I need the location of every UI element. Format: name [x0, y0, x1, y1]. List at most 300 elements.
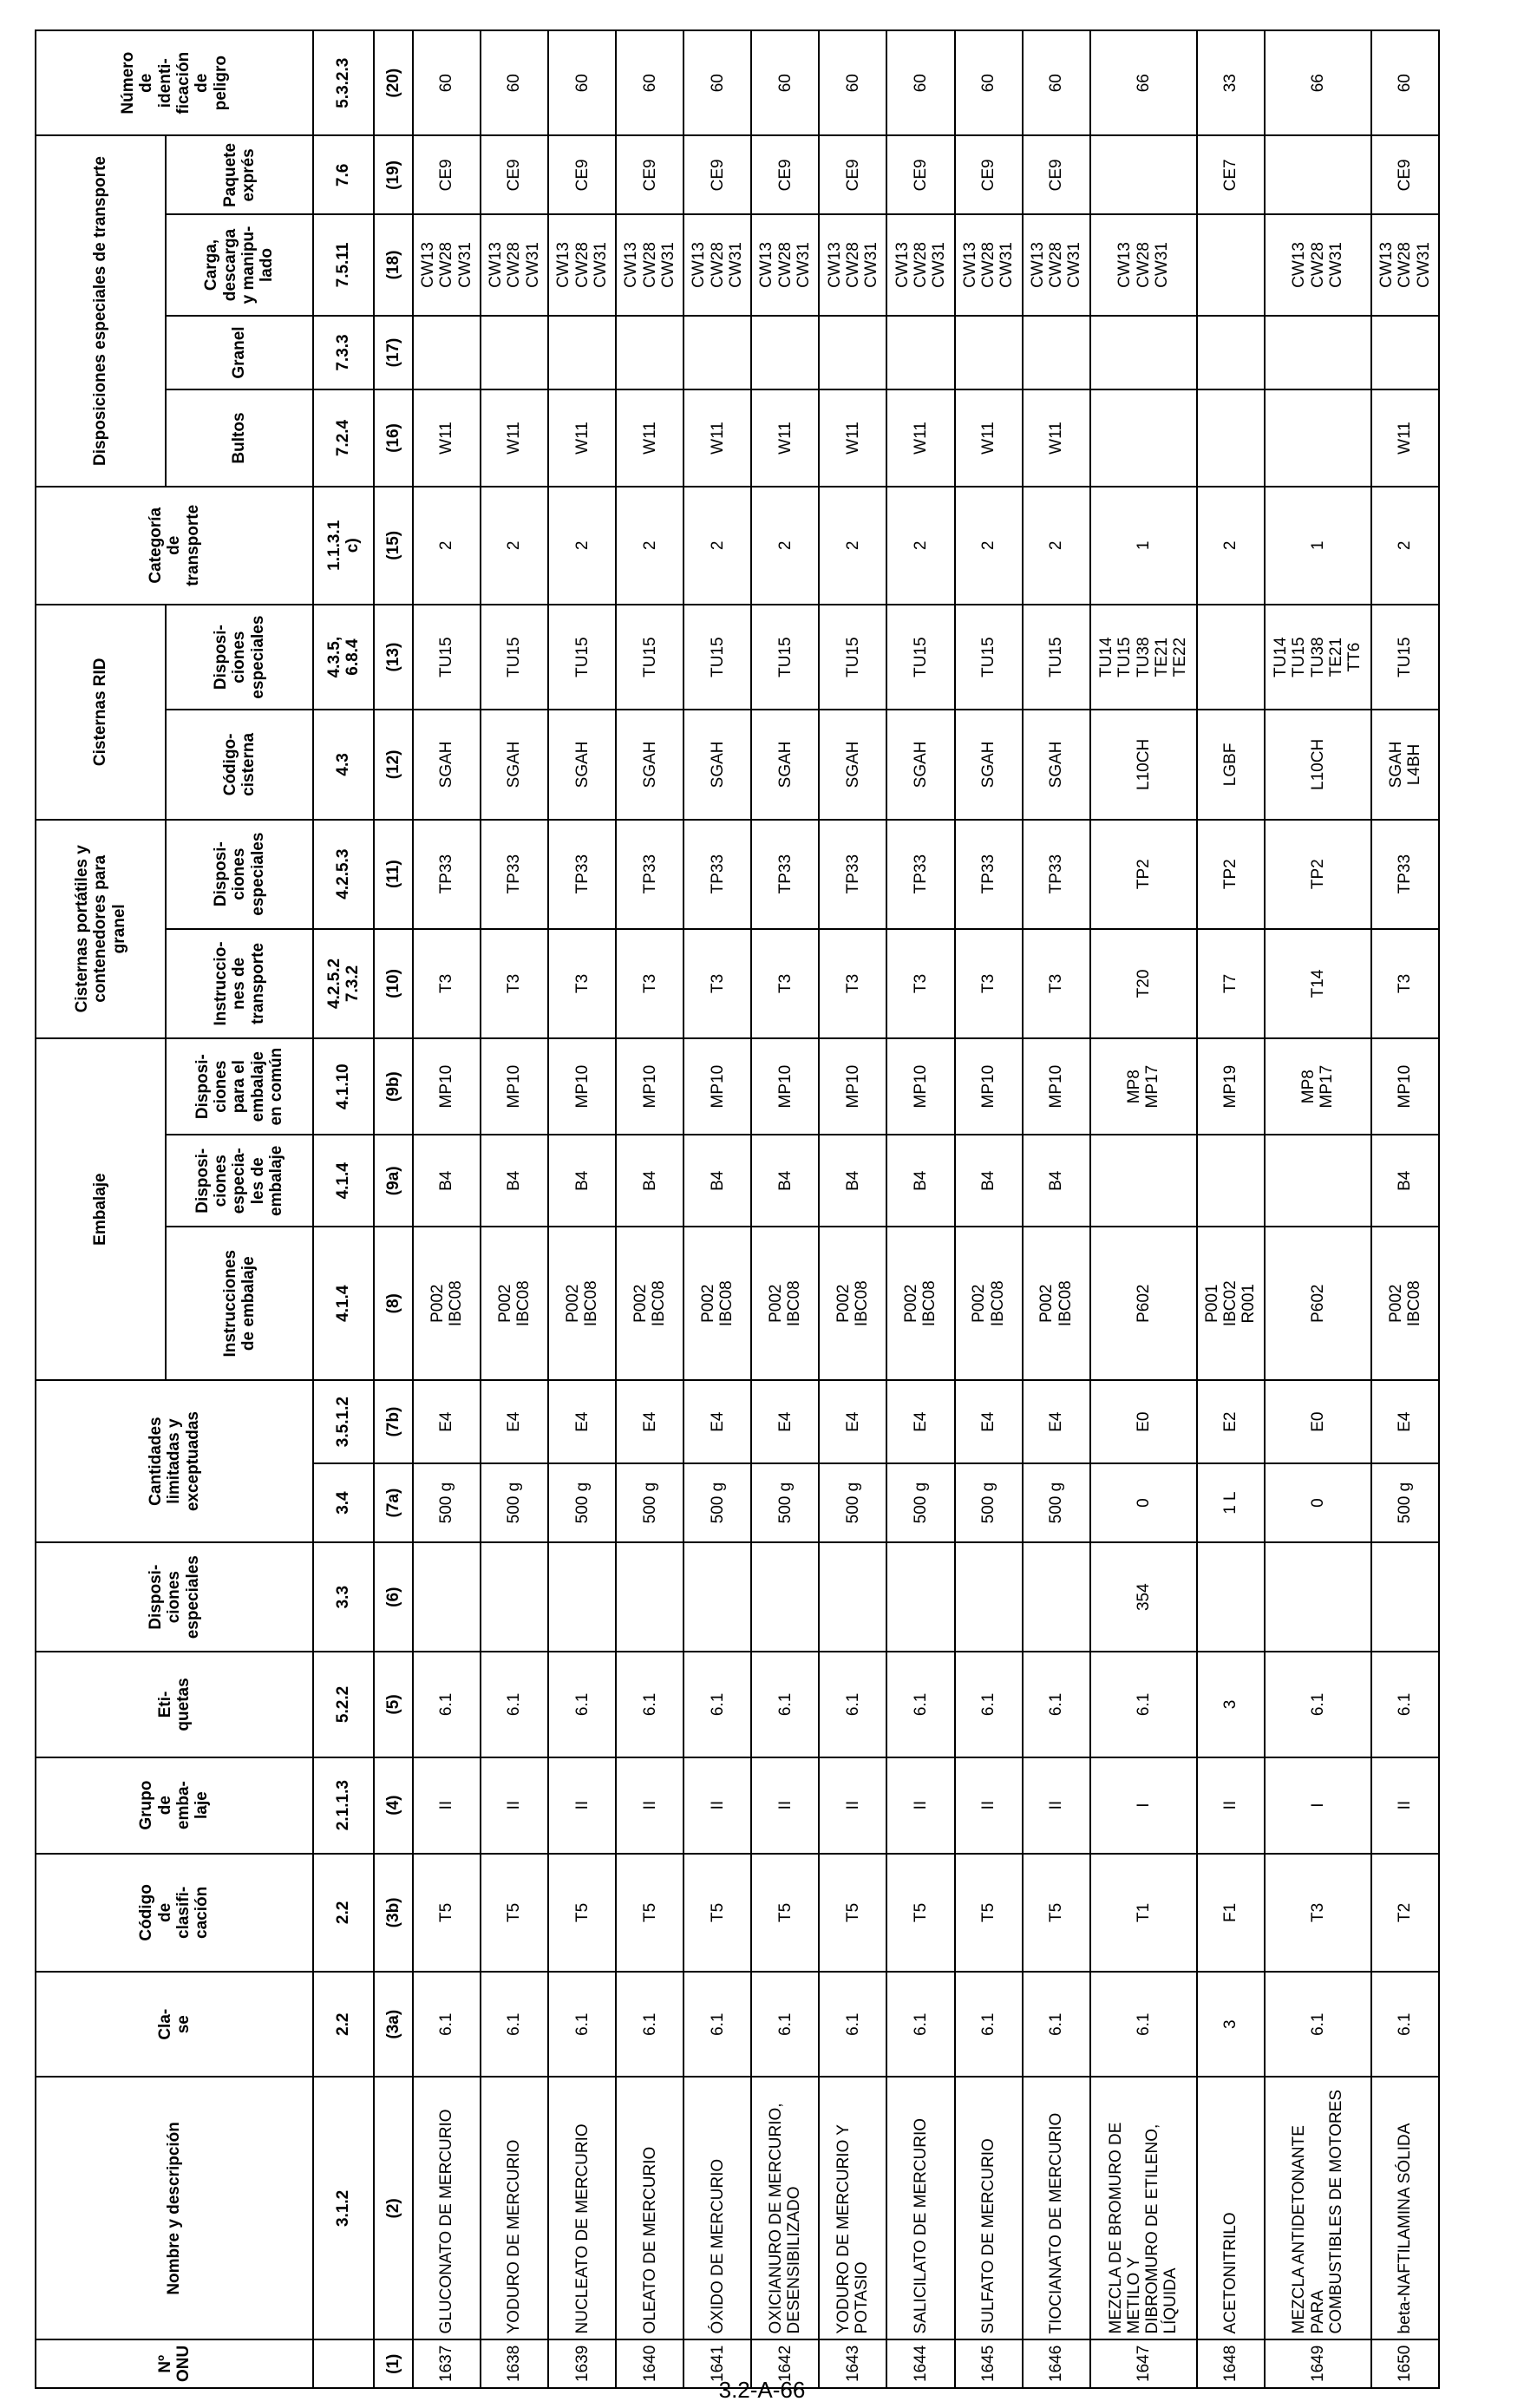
cell-grupo: I — [1265, 1757, 1371, 1854]
cell-qty7a: 500 g — [955, 1463, 1023, 1542]
header-clase: Cla- se — [36, 1972, 313, 2077]
num-cell: (13) — [374, 605, 413, 710]
ref-cell: 4.3.5, 6.8.4 — [313, 605, 374, 710]
cell-qty7a: 500 g — [1023, 1463, 1090, 1542]
cell-t18: CW13 CW28 CW31 — [413, 214, 481, 315]
cell-t10: T14 — [1265, 929, 1371, 1038]
cell-un: 1639 — [548, 2339, 616, 2388]
cell-cod: T3 — [1265, 1854, 1371, 1972]
cell-cod: T1 — [1090, 1854, 1197, 1972]
cell-t13: TU15 — [481, 605, 548, 710]
header-un-no: Nº ONU — [36, 2339, 313, 2388]
cell-t18: CW13 CW28 CW31 — [1265, 214, 1371, 315]
cell-instr: P002 IBC08 — [819, 1227, 886, 1380]
cell-t20: 60 — [548, 30, 616, 135]
cell-instr: P002 IBC08 — [955, 1227, 1023, 1380]
cell-grupo: II — [886, 1757, 954, 1854]
cell-t12: SGAH — [616, 710, 684, 819]
table-row — [684, 30, 751, 2388]
table-row — [1371, 30, 1439, 2388]
cell-etiq: 6.1 — [616, 1652, 684, 1757]
cell-t18: CW13 CW28 CW31 — [548, 214, 616, 315]
table-row — [886, 30, 954, 2388]
num-cell: (15) — [374, 487, 413, 605]
cell-t12: SGAH L4BH — [1371, 710, 1439, 819]
cell-emb9b: MP10 — [819, 1038, 886, 1135]
cell-t12: LGBF — [1197, 710, 1265, 819]
cell-t16: W11 — [886, 389, 954, 486]
header-disp-esp-emb: Disposi- ciones especia- les de embalaje — [166, 1135, 313, 1227]
cell-t10: T3 — [886, 929, 954, 1038]
cell-t15: 2 — [413, 487, 481, 605]
cell-t20: 60 — [1371, 30, 1439, 135]
cell-t12: SGAH — [684, 710, 751, 819]
cell-t17 — [1023, 316, 1090, 390]
header-grupo: Grupo de emba- laje — [36, 1757, 313, 1854]
cell-qty7b: E0 — [1265, 1380, 1371, 1463]
cell-name: beta-NAFTILAMINA SÓLIDA — [1371, 2077, 1439, 2339]
cell-t13: TU15 — [886, 605, 954, 710]
cell-qty7b: E4 — [751, 1380, 819, 1463]
cell-t20: 66 — [1265, 30, 1371, 135]
num-cell: (6) — [374, 1542, 413, 1652]
cell-instr: P002 IBC08 — [616, 1227, 684, 1380]
cell-t19 — [1090, 135, 1197, 214]
cell-qty7a: 0 — [1090, 1463, 1197, 1542]
cell-emb9b: MP10 — [955, 1038, 1023, 1135]
cell-t19: CE9 — [819, 135, 886, 214]
cell-emb9b: MP19 — [1197, 1038, 1265, 1135]
cell-t10: T3 — [413, 929, 481, 1038]
cell-t10: T3 — [616, 929, 684, 1038]
cell-qty7b: E4 — [548, 1380, 616, 1463]
cell-name: SULFATO DE MERCURIO — [955, 2077, 1023, 2339]
cell-t19: CE9 — [616, 135, 684, 214]
cell-t19: CE9 — [413, 135, 481, 214]
cell-t20: 60 — [955, 30, 1023, 135]
cell-grupo: II — [1023, 1757, 1090, 1854]
cell-t10: T3 — [955, 929, 1023, 1038]
dangerous-goods-table — [35, 29, 1440, 2389]
cell-qty7b: E4 — [955, 1380, 1023, 1463]
cell-t13: TU15 — [751, 605, 819, 710]
header-granel: Granel — [166, 316, 313, 390]
cell-emb9a: B4 — [955, 1135, 1023, 1227]
num-cell: (9a) — [374, 1135, 413, 1227]
cell-qty7b: E4 — [616, 1380, 684, 1463]
cell-t11: TP33 — [1023, 820, 1090, 929]
table-row — [1023, 30, 1090, 2388]
cell-t20: 60 — [413, 30, 481, 135]
cell-t18: CW13 CW28 CW31 — [684, 214, 751, 315]
cell-t16: W11 — [548, 389, 616, 486]
cell-t11: TP33 — [819, 820, 886, 929]
num-cell: (5) — [374, 1652, 413, 1757]
cell-t18: CW13 CW28 CW31 — [1371, 214, 1439, 315]
table-row — [1090, 30, 1197, 2388]
num-cell: (4) — [374, 1757, 413, 1854]
cell-clase: 6.1 — [955, 1972, 1023, 2077]
ref-cell: 3.4 — [313, 1463, 374, 1542]
cell-dispesp — [684, 1542, 751, 1652]
cell-t10: T3 — [684, 929, 751, 1038]
header-instr-emb: Instrucciones de embalaje — [166, 1227, 313, 1380]
cell-emb9a: B4 — [1023, 1135, 1090, 1227]
num-cell: (2) — [374, 2077, 413, 2339]
page-number: 3.2-A-66 — [718, 2377, 806, 2403]
table-row — [616, 30, 684, 2388]
cell-t13 — [1197, 605, 1265, 710]
cell-grupo: II — [616, 1757, 684, 1854]
cell-dispesp — [1265, 1542, 1371, 1652]
cell-t12: L10CH — [1090, 710, 1197, 819]
cell-clase: 6.1 — [548, 1972, 616, 2077]
num-cell: (10) — [374, 929, 413, 1038]
cell-qty7b: E4 — [819, 1380, 886, 1463]
cell-t18: CW13 CW28 CW31 — [481, 214, 548, 315]
cell-t19: CE9 — [1371, 135, 1439, 214]
cell-t15: 2 — [1371, 487, 1439, 605]
cell-t17 — [886, 316, 954, 390]
cell-qty7b: E4 — [886, 1380, 954, 1463]
cell-cod: T5 — [684, 1854, 751, 1972]
cell-t13: TU14 TU15 TU38 TE21 TE22 — [1090, 605, 1197, 710]
cell-instr: P002 IBC08 — [1371, 1227, 1439, 1380]
cell-dispesp — [751, 1542, 819, 1652]
cell-etiq: 6.1 — [751, 1652, 819, 1757]
cell-t18: CW13 CW28 CW31 — [616, 214, 684, 315]
cell-name: YODURO DE MERCURIO Y POTASIO — [819, 2077, 886, 2339]
cell-qty7a: 500 g — [413, 1463, 481, 1542]
cell-name: NUCLEATO DE MERCURIO — [548, 2077, 616, 2339]
ref-cell: 2.2 — [313, 1972, 374, 2077]
cell-t17 — [413, 316, 481, 390]
cell-t19: CE9 — [1023, 135, 1090, 214]
ref-cell: 4.1.4 — [313, 1227, 374, 1380]
cell-dispesp — [548, 1542, 616, 1652]
table-row — [1197, 30, 1265, 2388]
cell-name: OXICIANURO DE MERCURIO, DESENSIBILIZADO — [751, 2077, 819, 2339]
cell-un: 1643 — [819, 2339, 886, 2388]
cell-emb9a: B4 — [684, 1135, 751, 1227]
cell-etiq: 6.1 — [413, 1652, 481, 1757]
cell-t10: T3 — [819, 929, 886, 1038]
cell-t12: SGAH — [955, 710, 1023, 819]
cell-etiq: 6.1 — [955, 1652, 1023, 1757]
ref-cell: 7.2.4 — [313, 389, 374, 486]
cell-t13: TU15 — [413, 605, 481, 710]
cell-emb9b: MP8 MP17 — [1265, 1038, 1371, 1135]
header-disp-esp-port: Disposi- ciones especiales — [166, 820, 313, 929]
cell-t17 — [955, 316, 1023, 390]
cell-t18: CW13 CW28 CW31 — [751, 214, 819, 315]
cell-t10: T3 — [751, 929, 819, 1038]
cell-t20: 60 — [1023, 30, 1090, 135]
cell-emb9a: B4 — [413, 1135, 481, 1227]
cell-t17 — [616, 316, 684, 390]
header-disp-esp-rid: Disposi- ciones especiales — [166, 605, 313, 710]
cell-t11: TP33 — [548, 820, 616, 929]
cell-t11: TP2 — [1197, 820, 1265, 929]
cell-qty7b: E2 — [1197, 1380, 1265, 1463]
cell-cod: T5 — [413, 1854, 481, 1972]
cell-t19: CE9 — [886, 135, 954, 214]
cell-t18: CW13 CW28 CW31 — [1090, 214, 1197, 315]
cell-t16 — [1265, 389, 1371, 486]
cell-emb9b: MP10 — [1023, 1038, 1090, 1135]
cell-t20: 60 — [481, 30, 548, 135]
num-cell: (1) — [374, 2339, 413, 2388]
cell-name: OLEATO DE MERCURIO — [616, 2077, 684, 2339]
ref-row — [313, 30, 374, 2388]
cell-emb9a — [1197, 1135, 1265, 1227]
header-name: Nombre y descripción — [36, 2077, 313, 2339]
cell-un: 1648 — [1197, 2339, 1265, 2388]
cell-t15: 2 — [819, 487, 886, 605]
cell-t20: 66 — [1090, 30, 1197, 135]
ref-cell: 3.3 — [313, 1542, 374, 1652]
cell-emb9a: B4 — [1371, 1135, 1439, 1227]
cell-qty7b: E4 — [1371, 1380, 1439, 1463]
cell-etiq: 6.1 — [1371, 1652, 1439, 1757]
header-codigo-cist: Código- cisterna — [166, 710, 313, 819]
cell-un: 1649 — [1265, 2339, 1371, 2388]
cell-t18 — [1197, 214, 1265, 315]
cell-un: 1641 — [684, 2339, 751, 2388]
num-cell: (7a) — [374, 1463, 413, 1542]
cell-t11: TP33 — [413, 820, 481, 929]
header-categoria: Categoría de transporte — [36, 487, 313, 605]
table-row — [955, 30, 1023, 2388]
cell-cod: T5 — [548, 1854, 616, 1972]
cell-t11: TP33 — [684, 820, 751, 929]
cell-etiq: 6.1 — [886, 1652, 954, 1757]
header-bultos: Bultos — [166, 389, 313, 486]
cell-grupo: II — [1197, 1757, 1265, 1854]
cell-name: YODURO DE MERCURIO — [481, 2077, 548, 2339]
ref-cell: 4.1.10 — [313, 1038, 374, 1135]
cell-t15: 2 — [481, 487, 548, 605]
cell-un: 1647 — [1090, 2339, 1197, 2388]
ref-cell: 5.2.2 — [313, 1652, 374, 1757]
header-codigo: Código de clasifi- cación — [36, 1854, 313, 1972]
cell-clase: 6.1 — [1023, 1972, 1090, 2077]
cell-qty7b: E0 — [1090, 1380, 1197, 1463]
cell-qty7a: 500 g — [616, 1463, 684, 1542]
cell-dispesp — [886, 1542, 954, 1652]
cell-name: ÓXIDO DE MERCURIO — [684, 2077, 751, 2339]
cell-emb9a: B4 — [548, 1135, 616, 1227]
cell-t15: 1 — [1265, 487, 1371, 605]
cell-clase: 6.1 — [684, 1972, 751, 2077]
header-embalaje: Embalaje — [36, 1038, 166, 1380]
cell-t18: CW13 CW28 CW31 — [955, 214, 1023, 315]
cell-grupo: II — [955, 1757, 1023, 1854]
cell-un: 1644 — [886, 2339, 954, 2388]
cell-clase: 6.1 — [751, 1972, 819, 2077]
cell-instr: P002 IBC08 — [481, 1227, 548, 1380]
cell-cod: T5 — [751, 1854, 819, 1972]
cell-t18: CW13 CW28 CW31 — [886, 214, 954, 315]
num-cell: (7b) — [374, 1380, 413, 1463]
cell-qty7a: 500 g — [819, 1463, 886, 1542]
cell-emb9b: MP10 — [616, 1038, 684, 1135]
cell-instr: P002 IBC08 — [751, 1227, 819, 1380]
cell-t16: W11 — [413, 389, 481, 486]
cell-t10: T3 — [1023, 929, 1090, 1038]
cell-etiq: 3 — [1197, 1652, 1265, 1757]
cell-t13: TU15 — [1371, 605, 1439, 710]
cell-t15: 2 — [616, 487, 684, 605]
cell-t13: TU15 — [616, 605, 684, 710]
ref-cell: 5.3.2.3 — [313, 30, 374, 135]
cell-t16 — [1090, 389, 1197, 486]
cell-t16: W11 — [955, 389, 1023, 486]
cell-t13: TU15 — [684, 605, 751, 710]
cell-t12: L10CH — [1265, 710, 1371, 819]
cell-t10: T3 — [1371, 929, 1439, 1038]
cell-t12: SGAH — [548, 710, 616, 819]
num-cell: (20) — [374, 30, 413, 135]
cell-t12: SGAH — [413, 710, 481, 819]
cell-qty7b: E4 — [1023, 1380, 1090, 1463]
table-row — [819, 30, 886, 2388]
cell-t17 — [1090, 316, 1197, 390]
cell-clase: 6.1 — [616, 1972, 684, 2077]
cell-t17 — [481, 316, 548, 390]
table-row — [481, 30, 548, 2388]
ref-cell: 2.1.1.3 — [313, 1757, 374, 1854]
header-cisternas-port: Cisternas portátiles y contenedores para granel — [36, 820, 166, 1039]
cell-t11: TP33 — [616, 820, 684, 929]
cell-emb9b: MP8 MP17 — [1090, 1038, 1197, 1135]
num-cell: (9b) — [374, 1038, 413, 1135]
cell-t11: TP33 — [1371, 820, 1439, 929]
ref-cell: 4.3 — [313, 710, 374, 819]
cell-emb9b: MP10 — [1371, 1038, 1439, 1135]
cell-t11: TP2 — [1090, 820, 1197, 929]
cell-clase: 6.1 — [886, 1972, 954, 2077]
cell-t18: CW13 CW28 CW31 — [1023, 214, 1090, 315]
cell-grupo: II — [481, 1757, 548, 1854]
cell-clase: 6.1 — [819, 1972, 886, 2077]
cell-t11: TP33 — [481, 820, 548, 929]
cell-instr: P002 IBC08 — [413, 1227, 481, 1380]
cell-t19: CE9 — [548, 135, 616, 214]
cell-t18: CW13 CW28 CW31 — [819, 214, 886, 315]
cell-grupo: II — [684, 1757, 751, 1854]
cell-t19 — [1265, 135, 1371, 214]
cell-emb9b: MP10 — [481, 1038, 548, 1135]
cell-etiq: 6.1 — [1090, 1652, 1197, 1757]
cell-etiq: 6.1 — [684, 1652, 751, 1757]
cell-t13: TU15 — [955, 605, 1023, 710]
cell-etiq: 6.1 — [548, 1652, 616, 1757]
cell-t16: W11 — [819, 389, 886, 486]
ref-cell: 4.2.5.3 — [313, 820, 374, 929]
cell-grupo: II — [751, 1757, 819, 1854]
cell-instr: P002 IBC08 — [886, 1227, 954, 1380]
cell-grupo: II — [819, 1757, 886, 1854]
cell-t10: T7 — [1197, 929, 1265, 1038]
cell-grupo: I — [1090, 1757, 1197, 1854]
cell-cod: F1 — [1197, 1854, 1265, 1972]
cell-cod: T5 — [886, 1854, 954, 1972]
cell-t11: TP33 — [955, 820, 1023, 929]
table-body — [313, 30, 1439, 2388]
cell-t10: T20 — [1090, 929, 1197, 1038]
cell-t16: W11 — [1023, 389, 1090, 486]
num-cell: (17) — [374, 316, 413, 390]
cell-t20: 60 — [684, 30, 751, 135]
cell-t13: TU15 — [548, 605, 616, 710]
cell-cod: T5 — [955, 1854, 1023, 1972]
cell-instr: P602 — [1090, 1227, 1197, 1380]
cell-t19: CE9 — [955, 135, 1023, 214]
num-cell: (18) — [374, 214, 413, 315]
header-instr-transp: Instruccio- nes de transporte — [166, 929, 313, 1038]
cell-t19: CE7 — [1197, 135, 1265, 214]
cell-name: SALICILATO DE MERCURIO — [886, 2077, 954, 2339]
cell-clase: 6.1 — [481, 1972, 548, 2077]
cell-emb9a: B4 — [819, 1135, 886, 1227]
cell-un: 1642 — [751, 2339, 819, 2388]
cell-t17 — [548, 316, 616, 390]
cell-t20: 60 — [751, 30, 819, 135]
cell-clase: 6.1 — [1090, 1972, 1197, 2077]
cell-t12: SGAH — [886, 710, 954, 819]
ref-cell: 4.1.4 — [313, 1135, 374, 1227]
num-cell: (16) — [374, 389, 413, 486]
rotated-table-wrapper — [35, 29, 1440, 2389]
cell-t12: SGAH — [1023, 710, 1090, 819]
header-cantidades: Cantidades limitadas y exceptuadas — [36, 1380, 313, 1542]
cell-t13: TU15 — [1023, 605, 1090, 710]
cell-cod: T2 — [1371, 1854, 1439, 1972]
cell-etiq: 6.1 — [819, 1652, 886, 1757]
cell-t20: 60 — [819, 30, 886, 135]
cell-un: 1640 — [616, 2339, 684, 2388]
cell-instr: P002 IBC08 — [548, 1227, 616, 1380]
header-cisternas-rid: Cisternas RID — [36, 605, 166, 820]
cell-dispesp — [1371, 1542, 1439, 1652]
cell-emb9a — [1265, 1135, 1371, 1227]
cell-un: 1646 — [1023, 2339, 1090, 2388]
num-cell: (11) — [374, 820, 413, 929]
cell-cod: T5 — [819, 1854, 886, 1972]
cell-t15: 2 — [1197, 487, 1265, 605]
cell-dispesp — [955, 1542, 1023, 1652]
cell-clase: 6.1 — [1371, 1972, 1439, 2077]
cell-emb9b: MP10 — [413, 1038, 481, 1135]
cell-qty7a: 500 g — [481, 1463, 548, 1542]
cell-qty7a: 500 g — [751, 1463, 819, 1542]
cell-qty7a: 500 g — [1371, 1463, 1439, 1542]
cell-t16: W11 — [481, 389, 548, 486]
cell-instr: P602 — [1265, 1227, 1371, 1380]
cell-t10: T3 — [548, 929, 616, 1038]
cell-qty7a: 0 — [1265, 1463, 1371, 1542]
cell-t17 — [819, 316, 886, 390]
cell-t15: 2 — [886, 487, 954, 605]
cell-t15: 2 — [751, 487, 819, 605]
cell-t12: SGAH — [481, 710, 548, 819]
ref-cell: 1.1.3.1 c) — [313, 487, 374, 605]
cell-name: ACETONITRILO — [1197, 2077, 1265, 2339]
cell-t20: 60 — [616, 30, 684, 135]
cell-t20: 60 — [886, 30, 954, 135]
ref-cell: 7.5.11 — [313, 214, 374, 315]
